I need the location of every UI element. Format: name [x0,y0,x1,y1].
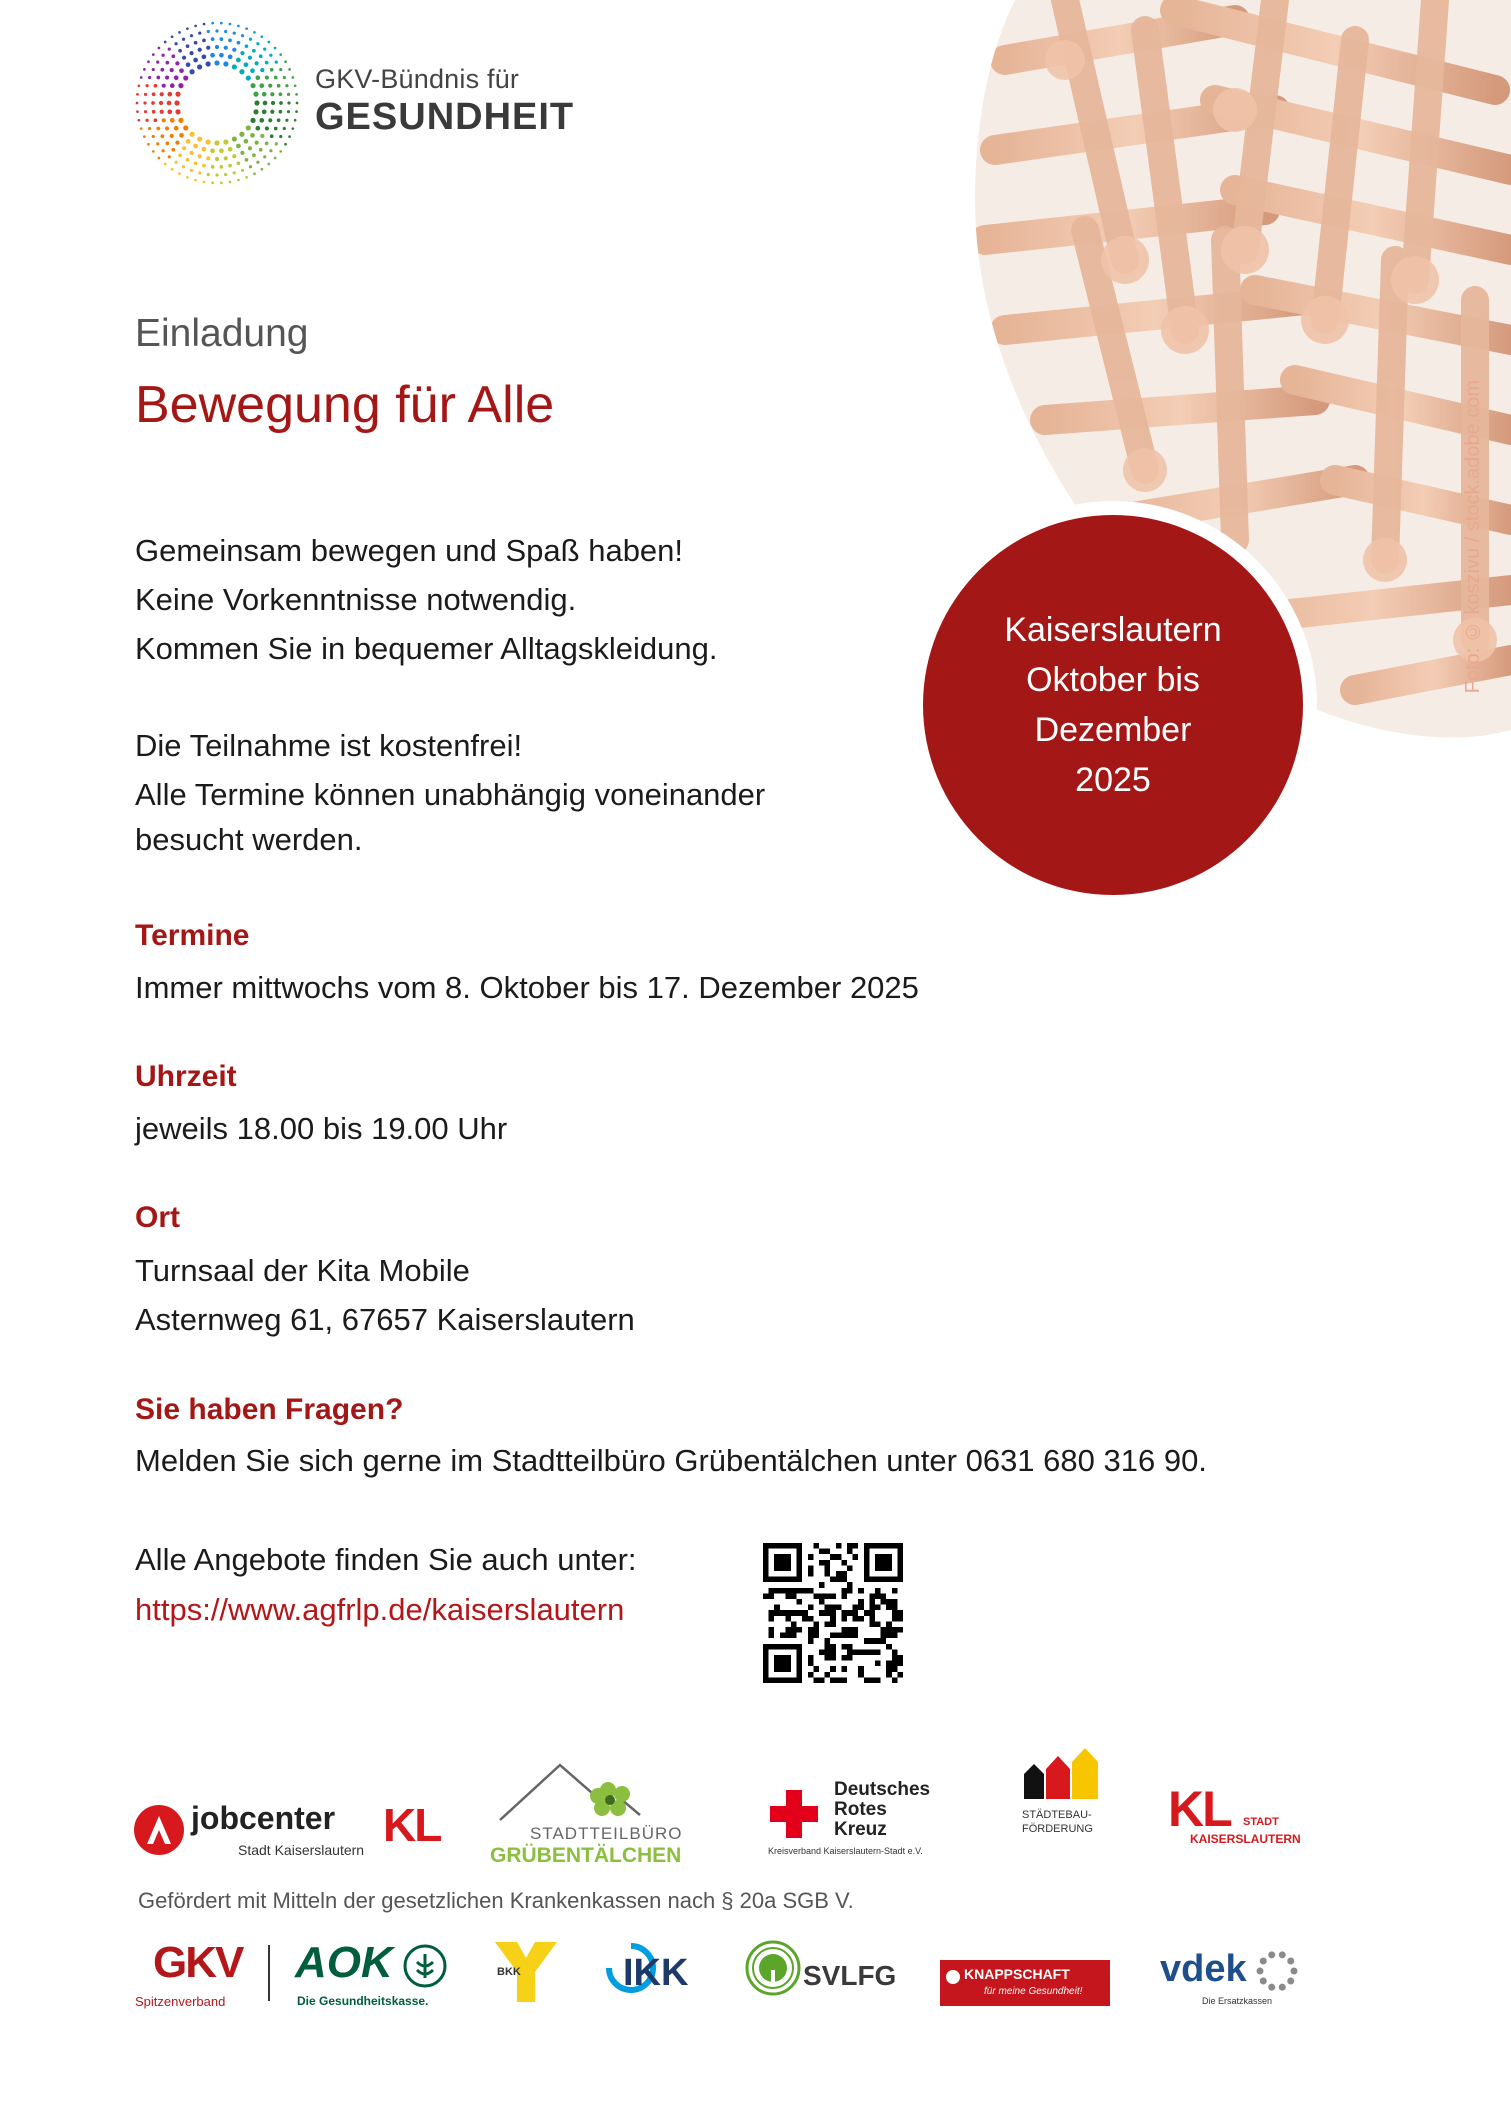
intro-line: Keine Vorkenntnisse notwendig. [135,582,577,617]
aok-sub: Die Gesundheitskasse. [297,1994,429,2008]
gkv-sub: Spitzenverband [135,1994,226,2009]
heading-termine: Termine [135,919,250,952]
termine-text: Immer mittwochs vom 8. Oktober bis 17. Dezember 2025 [135,970,919,1005]
aok-mark: AOK [295,1938,393,1987]
aok-logo [295,1938,455,2018]
jobcenter-kl-mark: KL [383,1799,441,1851]
page-title: Bewegung für Alle [135,376,555,434]
vdek-sub: Die Ersatzkassen [1202,1996,1273,2006]
drk-line1: Deutsches [834,1779,931,1800]
vdek-mark: vdek [1160,1948,1247,1990]
svlfg-logo [745,1938,895,2018]
intro-line: besucht werden. [135,822,363,857]
drk-line3: Kreuz [834,1819,887,1840]
brand-line1: GKV-Bündnis für [315,64,520,94]
offers-link[interactable]: https://www.agfrlp.de/kaiserslautern [135,1592,625,1627]
house-flower-icon [490,1760,680,1830]
stadtteilbuero-logo [490,1760,683,1870]
qr-code-icon[interactable] [763,1543,903,1683]
stadt-kaiserslautern-logo [1168,1760,1308,1870]
gkv-buendnis-logo-icon [132,18,302,188]
kicker-einladung: Einladung [135,312,309,355]
bkk-mark: BKK [497,1966,521,1978]
red-cross-icon [768,1788,820,1840]
stadt-kl-mark: KL [1168,1781,1231,1837]
stadt-kl-line1: STADT [1243,1816,1279,1828]
ort-line1: Turnsaal der Kita Mobile [135,1253,470,1288]
intro-line: Alle Termine können unabhängig voneinander [135,777,766,812]
knappschaft-logo [940,1960,1110,2006]
fragen-text: Melden Sie sich gerne im Stadtteilbüro Grübentälchen unter 0631 680 316 90. [135,1443,1207,1478]
drk-logo [768,1760,968,1870]
drk-sub: Kreisverband Kaiserslautern-Stadt e.V. [768,1846,923,1856]
houses-icon [1022,1744,1102,1799]
knappschaft-sub: für meine Gesundheit! [984,1986,1083,1997]
jobcenter-sub: Stadt Kaiserslautern [238,1842,365,1858]
stadtteilbuero-top: STADTTEILBÜRO [530,1824,683,1843]
knappschaft-mark-icon [946,1970,960,1984]
intro-line: Gemeinsam bewegen und Spaß haben! [135,533,684,568]
jobcenter-logo [133,1760,453,1870]
svlfg-tree-icon [745,1940,801,1996]
heading-fragen: Sie haben Fragen? [135,1393,404,1426]
badge-line: Kaiserslautern [1004,611,1222,649]
vdek-dots-icon [1254,1948,1300,1994]
ort-line2: Asternweg 61, 67657 Kaiserslautern [135,1302,635,1337]
badge-line: Oktober bis [1026,661,1200,699]
uhrzeit-text: jeweils 18.00 bis 19.00 Uhr [135,1111,508,1146]
divider [268,1945,270,2001]
aok-tree-icon [403,1944,447,1988]
knappschaft-mark: KNAPPSCHAFT [964,1966,1070,1982]
vdek-logo [1160,1938,1310,2018]
badge-line: Dezember [1034,711,1192,749]
heading-uhrzeit: Uhrzeit [135,1060,237,1093]
svlfg-mark: SVLFG [803,1960,897,1991]
jobcenter-label: jobcenter [191,1800,336,1836]
intro-line: Die Teilnahme ist kostenfrei! [135,728,523,763]
drk-line2: Rotes [834,1799,887,1820]
date-location-badge [923,515,1303,895]
staedtebau-line1: STÄDTEBAU- [1022,1809,1092,1821]
gkv-mark: GKV [153,1938,243,1987]
stadt-kl-line2: KAISERSLAUTERN [1190,1832,1301,1846]
stadtteilbuero-bottom: GRÜBENTÄLCHEN [490,1844,682,1867]
photo-credit: Foto: © koszivu / stock.adobe.com [1462,380,1484,694]
brand-line2: GESUNDHEIT [315,96,575,138]
bkk-logo [495,1938,560,2018]
jobcenter-mark-icon [133,1804,185,1856]
badge-line: 2025 [1075,761,1151,799]
staedtebau-line2: FÖRDERUNG [1022,1823,1093,1835]
funding-note: Gefördert mit Mitteln der gesetzlichen Krankenkassen nach § 20a SGB V. [138,1888,854,1913]
gkv-spitzenverband-logo [135,1938,285,2018]
offers-text: Alle Angebote finden Sie auch unter: [135,1542,637,1577]
ikk-logo [605,1938,700,2018]
ikk-mark: IKK [623,1952,689,1994]
heading-ort: Ort [135,1201,180,1234]
intro-line: Kommen Sie in bequemer Alltagskleidung. [135,631,718,666]
staedtebaufoerderung-logo [1010,1738,1115,1863]
